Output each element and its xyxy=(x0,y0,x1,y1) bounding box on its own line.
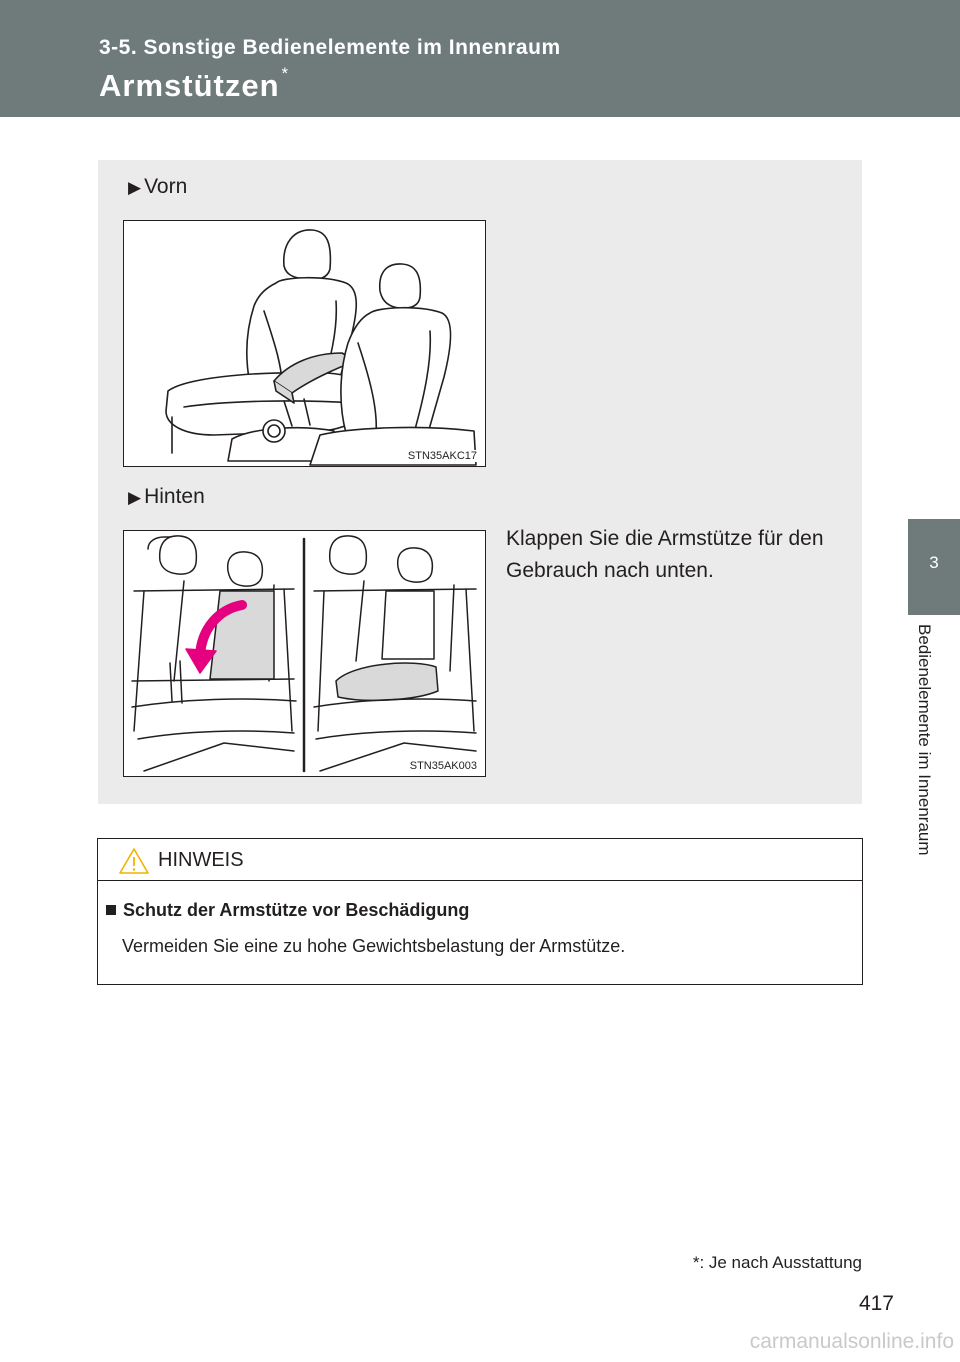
figure-code: STN35AK003 xyxy=(409,760,477,772)
rear-heading xyxy=(128,485,205,509)
notice-subtitle xyxy=(106,900,469,921)
warning-triangle-icon xyxy=(118,847,150,875)
front-heading-text: Vorn xyxy=(144,175,188,198)
pointer-arrow-icon: ▶ xyxy=(128,178,142,197)
notice-body: Vermeiden Sie eine zu hohe Gewichtsbelastung der Armstütze. xyxy=(122,936,626,956)
rear-seats-illustration xyxy=(124,531,485,776)
chapter-number: 3 xyxy=(929,553,939,572)
rear-heading-text: Hinten xyxy=(144,485,205,508)
page-title xyxy=(99,64,290,104)
front-seats-illustration xyxy=(124,221,485,466)
pointer-arrow-icon: ▶ xyxy=(128,488,142,507)
footnote xyxy=(693,1253,862,1273)
page-number: 417 xyxy=(858,1292,894,1315)
notice-box xyxy=(97,838,863,985)
notice-title: HINWEIS xyxy=(158,849,244,871)
rear-armrest-figure xyxy=(123,530,486,777)
chapter-label: Bedienelemente im Innenraum xyxy=(915,624,934,856)
footnote-mark: * xyxy=(692,1253,700,1272)
footnote-text: : Je nach Ausstattung xyxy=(699,1253,862,1272)
page-header xyxy=(0,0,960,117)
equipment-mark: * xyxy=(281,64,290,83)
figure-code: STN35AKC17 xyxy=(407,450,477,462)
chapter-tab xyxy=(908,519,960,615)
notice-subtitle-text: Schutz der Armstütze vor Beschädigung xyxy=(123,900,470,920)
square-bullet-icon xyxy=(106,905,116,915)
front-armrest-figure xyxy=(123,220,486,467)
page-title-text: Armstützen xyxy=(99,68,280,103)
section-title: 3-5. Sonstige Bedienelemente im Innenraum xyxy=(99,36,561,59)
notice-header xyxy=(98,839,862,881)
rear-description: Klappen Sie die Armstütze für den Gebrauch nach unten. xyxy=(506,527,824,582)
watermark: carmanualsonline.info xyxy=(749,1330,954,1353)
front-heading xyxy=(128,175,187,199)
